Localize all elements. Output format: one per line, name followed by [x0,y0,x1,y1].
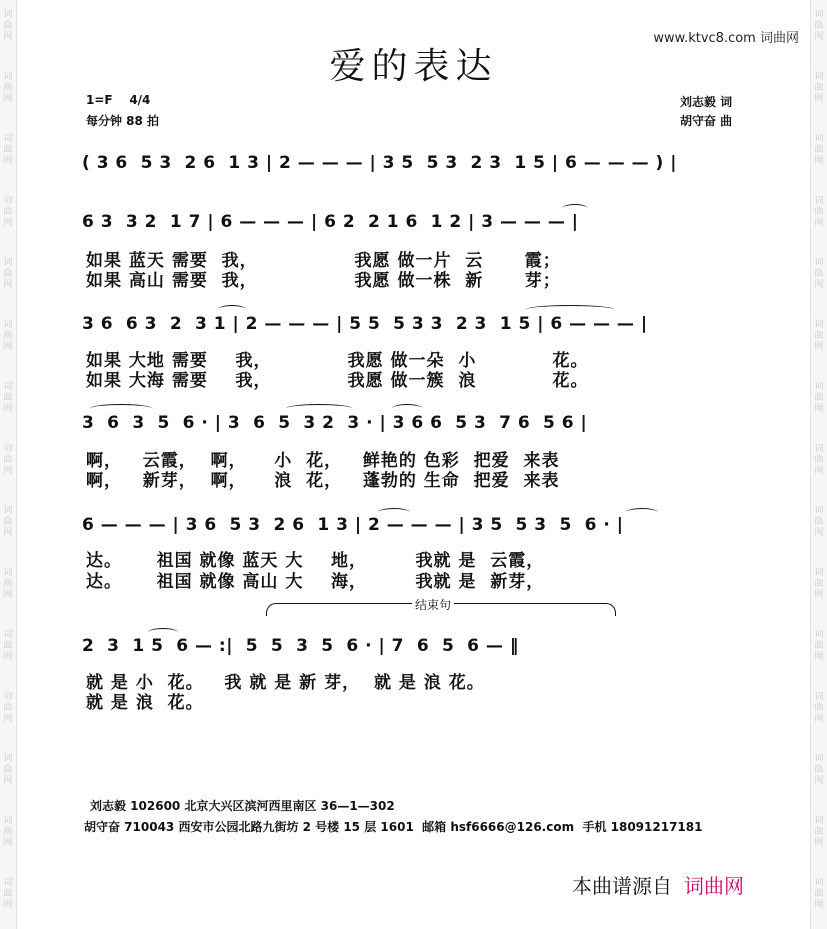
watermark-left: 词 曲 网 [3,692,13,724]
watermark-right: 词 曲 网 [814,134,824,166]
composer: 胡守奋 曲 [680,114,733,128]
watermark-left: 词 曲 网 [3,258,13,290]
watermark-left: 词 曲 网 [3,134,13,166]
lyricist: 刘志毅 词 [680,95,733,109]
watermark-left: 词 曲 网 [3,320,13,352]
song-title: 爱的表达 [329,46,498,87]
lyrics-line-5-verse-1: 达。 祖国 就像 蓝天 大 地， 我就 是 云霞， [86,551,545,571]
slur [392,404,422,413]
watermark-right: 词 曲 网 [814,506,824,538]
watermark-left: 词 曲 网 [3,754,13,786]
watermark-left: 词 曲 网 [3,196,13,228]
score-line-1: ( 3 6 5 3 2 6 1 3 | 2 — — — | 3 5 5 3 2 3 1 5 | 6 — — — ) | [82,153,677,173]
slur [626,508,658,517]
footer-contact-lyricist: 刘志毅 102600 北京大兴区滨河西里南区 36—1—302 [90,799,395,813]
watermark-right: 词 曲 网 [814,568,824,600]
score-line-6: 2 3 1 5 6 — :| 5 5 3 5 6 · | 7 6 5 6 — ‖ [82,636,519,656]
watermark-right: 词 曲 网 [814,692,824,724]
score-line-3: 3 6 6 3 2 3 1 | 2 — — — | 5 5 5 3 3 2 3 1 5 | 6 — — — | [82,314,648,334]
tempo: 每分钟 88 拍 [86,114,160,128]
time-signature: 4/4 [129,93,151,107]
slur [218,305,246,314]
score-line-5: 6 — — — | 3 6 5 3 2 6 1 3 | 2 — — — | 3 5 5 3 5 6 · | [82,515,624,535]
source-brand-link[interactable]: 词曲网 [684,874,744,898]
watermark-right: 词 曲 网 [814,382,824,414]
watermark-right: 词 曲 网 [814,444,824,476]
watermark-left: 词 曲 网 [3,816,13,848]
watermark-left: 词 曲 网 [3,382,13,414]
watermark-right: 词 曲 网 [814,816,824,848]
lyrics-line-2-verse-1: 如果 蓝天 需要 我， 我愿 做一片 云 霞； [86,251,561,271]
watermark-right: 词 曲 网 [814,196,824,228]
lyrics-line-6-verse-2: 就 是 浪 花。 [86,693,204,713]
source-label: 本曲谱源自 [572,874,672,898]
slur [286,404,352,413]
watermark-left: 词 曲 网 [3,10,13,42]
slur [90,404,152,413]
watermark-left: 词 曲 网 [3,506,13,538]
watermark-right: 词 曲 网 [814,320,824,352]
lyrics-line-5-verse-2: 达。 祖国 就像 高山 大 海， 我就 是 新芽， [86,572,545,592]
lyrics-line-2-verse-2: 如果 高山 需要 我， 我愿 做一株 新 芽； [86,271,561,291]
site-brand: 词曲网 [759,31,799,46]
watermark-right: 词 曲 网 [814,72,824,104]
watermark-left: 词 曲 网 [3,568,13,600]
watermark-left: 词 曲 网 [3,444,13,476]
lyrics-line-3-verse-2: 如果 大海 需要 我， 我愿 做一簇 浪 花。 [86,371,589,391]
watermark-right: 词 曲 网 [814,630,824,662]
lyrics-line-4-verse-1: 啊， 云霞， 啊， 小 花， 鲜艳的 色彩 把爱 来表 [86,451,560,471]
ending-label: 结束句 [412,596,454,613]
score-line-4: 3 6 3 5 6 · | 3 6 5 3 2 3 · | 3 6 6 5 3 7 6 5 6 | [82,413,588,433]
watermark-left: 词 曲 网 [3,72,13,104]
watermark-right: 词 曲 网 [814,258,824,290]
watermark-right: 词 曲 网 [814,754,824,786]
source-credit[interactable] [572,870,744,899]
footer-contact-composer: 胡守奋 710043 西安市公园北路九街坊 2 号楼 15 层 1601 邮箱 hsf6666@126.com 手机 18091217181 [84,820,703,834]
watermark-left: 词 曲 网 [3,630,13,662]
lyrics-line-4-verse-2: 啊， 新芽， 啊， 浪 花， 蓬勃的 生命 把爱 来表 [86,471,560,491]
key-signature: 1=F 4/4 [86,93,151,107]
slur [526,305,614,314]
watermark-left: 词 曲 网 [3,878,13,910]
lyrics-line-6-verse-1: 就 是 小 花。 我 就 是 新 芽， 就 是 浪 花。 [86,673,485,693]
score-line-2: 6 3 3 2 1 7 | 6 — — — | 6 2 2 1 6 1 2 | 3 — — — | [82,212,579,232]
lyrics-line-3-verse-1: 如果 大地 需要 我， 我愿 做一朵 小 花。 [86,351,589,371]
watermark-right: 词 曲 网 [814,878,824,910]
watermark-right: 词 曲 网 [814,10,824,42]
site-url[interactable]: www.ktvc8.com [653,31,756,46]
